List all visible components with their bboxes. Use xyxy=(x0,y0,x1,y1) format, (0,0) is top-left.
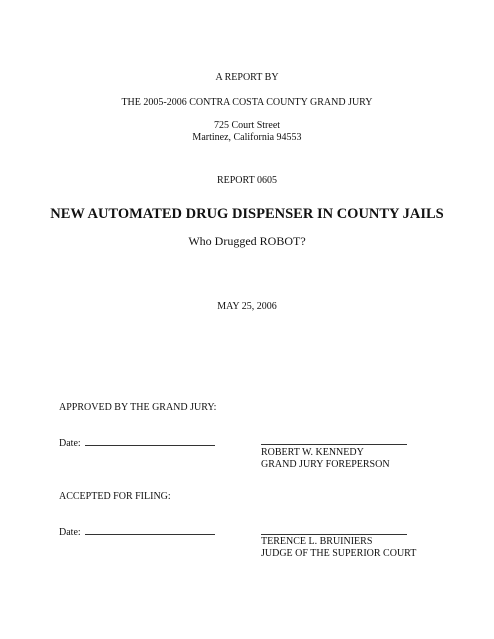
filing-date-row xyxy=(59,526,215,539)
report-title: NEW AUTOMATED DRUG DISPENSER IN COUNTY JAILS xyxy=(50,206,444,222)
address-city: Martinez, California 94553 xyxy=(192,132,302,143)
report-date: MAY 25, 2006 xyxy=(217,301,277,312)
judge-signature-line xyxy=(261,534,407,535)
report-by-line: A REPORT BY xyxy=(215,72,279,83)
approval-date-blank xyxy=(85,437,215,446)
approval-date-label: Date: xyxy=(59,438,81,449)
judge-name: TERENCE L. BRUINIERS xyxy=(261,536,373,547)
foreperson-name: ROBERT W. KENNEDY xyxy=(261,447,364,458)
approved-heading: APPROVED BY THE GRAND JURY: xyxy=(59,402,217,413)
judge-title: JUDGE OF THE SUPERIOR COURT xyxy=(261,548,417,559)
approval-date-row xyxy=(59,437,215,450)
filing-date-blank xyxy=(85,526,215,535)
filing-date-label: Date: xyxy=(59,527,81,538)
report-subtitle: Who Drugged ROBOT? xyxy=(188,234,306,248)
report-number: REPORT 0605 xyxy=(216,175,278,186)
grand-jury-line: THE 2005-2006 CONTRA COSTA COUNTY GRAND JURY xyxy=(121,97,373,108)
foreperson-signature-line xyxy=(261,444,407,445)
foreperson-title: GRAND JURY FOREPERSON xyxy=(261,459,390,470)
accepted-heading: ACCEPTED FOR FILING: xyxy=(59,491,171,502)
address-street: 725 Court Street xyxy=(213,120,281,131)
